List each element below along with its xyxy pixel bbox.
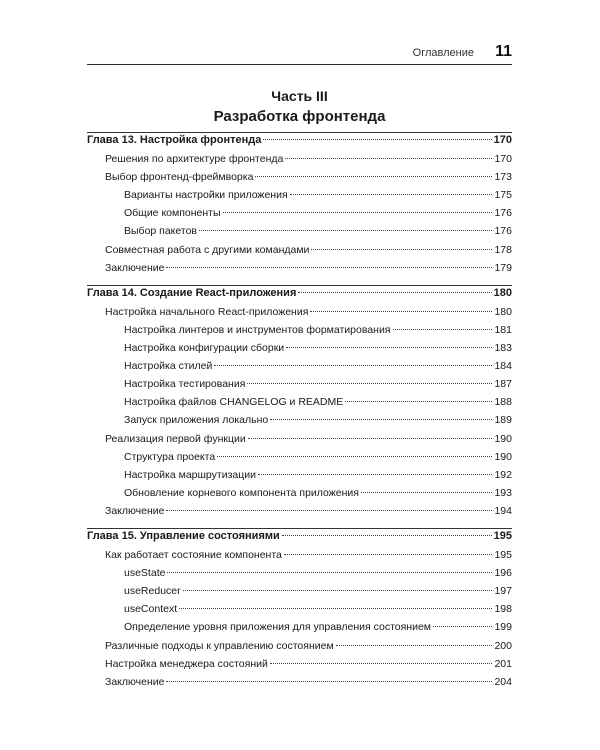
dot-leader xyxy=(282,535,492,536)
dot-leader xyxy=(223,212,493,213)
toc-entry-page: 199 xyxy=(494,621,512,634)
toc-entry-page: 204 xyxy=(494,675,512,688)
toc-entry-page: 173 xyxy=(494,171,512,184)
running-title: Оглавление xyxy=(412,47,474,59)
toc-entry-page: 194 xyxy=(494,504,512,517)
toc-entry-page: 180 xyxy=(494,305,512,318)
dot-leader xyxy=(166,267,492,268)
section-entry[interactable] xyxy=(87,505,512,523)
subsection-entry[interactable] xyxy=(87,487,512,505)
toc-entry-page: 170 xyxy=(494,153,512,166)
subsection-entry[interactable] xyxy=(87,324,512,342)
toc-entry-title: Варианты настройки приложения xyxy=(124,189,288,202)
section-entry[interactable] xyxy=(87,676,512,694)
toc-entry-title: Настройка линтеров и инструментов форматирования xyxy=(124,323,391,336)
toc-entry-title: Настройка файлов CHANGELOG и README xyxy=(124,396,344,409)
toc-entry-title: useState xyxy=(124,567,166,580)
toc-entry-title: Реализация первой функции xyxy=(105,432,246,445)
toc-entry-title: Настройка маршрутизации xyxy=(124,468,256,481)
toc-entry-title: Заключение xyxy=(105,261,165,274)
toc-entry-title: Совместная работа с другими командами xyxy=(105,243,310,256)
toc-entry-title: Обновление корневого компонента приложения xyxy=(124,486,359,499)
subsection-entry[interactable] xyxy=(87,469,512,487)
toc-entry-page: 188 xyxy=(494,396,512,409)
toc-entry-page: 184 xyxy=(494,360,512,373)
dot-leader xyxy=(336,645,493,646)
dot-leader xyxy=(214,365,492,366)
running-header xyxy=(87,44,512,65)
toc-entry-page: 187 xyxy=(494,378,512,391)
dot-leader xyxy=(167,572,492,573)
toc-entry-page: 193 xyxy=(494,486,512,499)
dot-leader xyxy=(270,663,493,664)
dot-leader xyxy=(199,230,492,231)
toc-entry-title: Глава 15. Управление состояниями xyxy=(87,529,280,542)
toc-entry-title: Общие компоненты xyxy=(124,207,221,220)
toc-entry-page: 192 xyxy=(494,468,512,481)
toc-entry-title: Заключение xyxy=(105,675,165,688)
subsection-entry[interactable] xyxy=(87,189,512,207)
dot-leader xyxy=(361,492,492,493)
toc-entry-page: 181 xyxy=(494,323,512,336)
toc-entry-page: 190 xyxy=(494,432,512,445)
subsection-entry[interactable] xyxy=(87,567,512,585)
subsection-entry[interactable] xyxy=(87,621,512,639)
toc-entry-title: Настройка конфигурации сборки xyxy=(124,342,285,355)
dot-leader xyxy=(183,590,493,591)
subsection-entry[interactable] xyxy=(87,207,512,225)
section-entry[interactable] xyxy=(87,244,512,262)
toc-entry-title: useContext xyxy=(124,603,178,616)
section-entry[interactable] xyxy=(87,306,512,324)
section-entry[interactable] xyxy=(87,262,512,280)
dot-leader xyxy=(217,456,492,457)
toc-entry-page: 200 xyxy=(494,639,512,652)
subsection-entry[interactable] xyxy=(87,585,512,603)
section-entry[interactable] xyxy=(87,658,512,676)
dot-leader xyxy=(310,311,492,312)
toc-entry-page: 195 xyxy=(493,529,512,542)
part-label: Часть III xyxy=(271,88,328,104)
toc-entry-page: 198 xyxy=(494,603,512,616)
dot-leader xyxy=(286,347,492,348)
section-entry[interactable] xyxy=(87,549,512,567)
toc-entry-page: 175 xyxy=(494,189,512,202)
subsection-entry[interactable] xyxy=(87,225,512,243)
section-entry[interactable] xyxy=(87,640,512,658)
chapter-section xyxy=(87,285,512,523)
dot-leader xyxy=(247,383,492,384)
page-number: 11 xyxy=(495,43,512,60)
toc-entry-page: 178 xyxy=(494,243,512,256)
toc-entry-page: 180 xyxy=(493,286,512,299)
toc-entry-page: 179 xyxy=(494,261,512,274)
subsection-entry[interactable] xyxy=(87,342,512,360)
dot-leader xyxy=(433,626,492,627)
dot-leader xyxy=(270,419,492,420)
section-entry[interactable] xyxy=(87,171,512,189)
toc-entry-title: Как работает состояние компонента xyxy=(105,549,282,562)
part-title: Разработка фронтенда xyxy=(213,108,386,125)
subsection-entry[interactable] xyxy=(87,378,512,396)
toc-entry-title: Запуск приложения локально xyxy=(124,414,269,427)
dot-leader xyxy=(284,554,493,555)
dot-leader xyxy=(258,474,492,475)
section-entry[interactable] xyxy=(87,433,512,451)
dot-leader xyxy=(179,608,492,609)
dot-leader xyxy=(345,401,492,402)
toc-entry-title: Глава 13. Настройка фронтенда xyxy=(87,134,262,146)
chapter-entry[interactable] xyxy=(87,287,512,305)
toc-entry-page: 183 xyxy=(494,342,512,355)
toc-entry-title: Различные подходы к управлению состоянием xyxy=(105,639,334,652)
toc-entry-page: 195 xyxy=(494,549,512,562)
chapter-entry[interactable] xyxy=(87,530,512,548)
toc-entry-title: Настройка тестирования xyxy=(124,378,246,391)
toc-entry-page: 197 xyxy=(494,585,512,598)
toc-entry-title: Настройка начального React-приложения xyxy=(105,305,309,318)
subsection-entry[interactable] xyxy=(87,396,512,414)
dot-leader xyxy=(285,158,492,159)
toc-entry-title: Выбор фронтенд-фреймворка xyxy=(105,171,254,184)
section-entry[interactable] xyxy=(87,153,512,171)
dot-leader xyxy=(166,510,492,511)
subsection-entry[interactable] xyxy=(87,603,512,621)
toc-entry-title: Настройка менеджера состояний xyxy=(105,657,268,670)
subsection-entry[interactable] xyxy=(87,451,512,469)
toc-entry-title: Структура проекта xyxy=(124,450,216,463)
part-heading xyxy=(87,86,512,127)
dot-leader xyxy=(311,249,492,250)
toc-entry-title: Выбор пакетов xyxy=(124,225,197,238)
table-of-contents xyxy=(87,132,512,699)
dot-leader xyxy=(298,292,491,293)
toc-entry-page: 189 xyxy=(494,414,512,427)
dot-leader xyxy=(255,176,492,177)
chapter-section xyxy=(87,528,512,694)
toc-entry-title: Определение уровня приложения для управления состоянием xyxy=(124,621,432,634)
toc-entry-page: 170 xyxy=(493,134,512,146)
chapter-section xyxy=(87,132,512,280)
toc-entry-page: 176 xyxy=(494,207,512,220)
toc-entry-title: Решения по архитектуре фронтенда xyxy=(105,153,284,166)
toc-entry-title: Настройка стилей xyxy=(124,360,213,373)
chapter-entry[interactable] xyxy=(87,134,512,152)
toc-entry-page: 196 xyxy=(494,567,512,580)
dot-leader xyxy=(393,329,493,330)
toc-entry-title: Заключение xyxy=(105,504,165,517)
dot-leader xyxy=(248,438,493,439)
toc-entry-title: Глава 14. Создание React-приложения xyxy=(87,286,297,299)
dot-leader xyxy=(290,194,493,195)
toc-entry-page: 176 xyxy=(494,225,512,238)
subsection-entry[interactable] xyxy=(87,414,512,432)
subsection-entry[interactable] xyxy=(87,360,512,378)
toc-entry-page: 190 xyxy=(494,450,512,463)
dot-leader xyxy=(263,139,491,140)
toc-entry-title: useReducer xyxy=(124,585,181,598)
dot-leader xyxy=(166,681,492,682)
toc-entry-page: 201 xyxy=(494,657,512,670)
